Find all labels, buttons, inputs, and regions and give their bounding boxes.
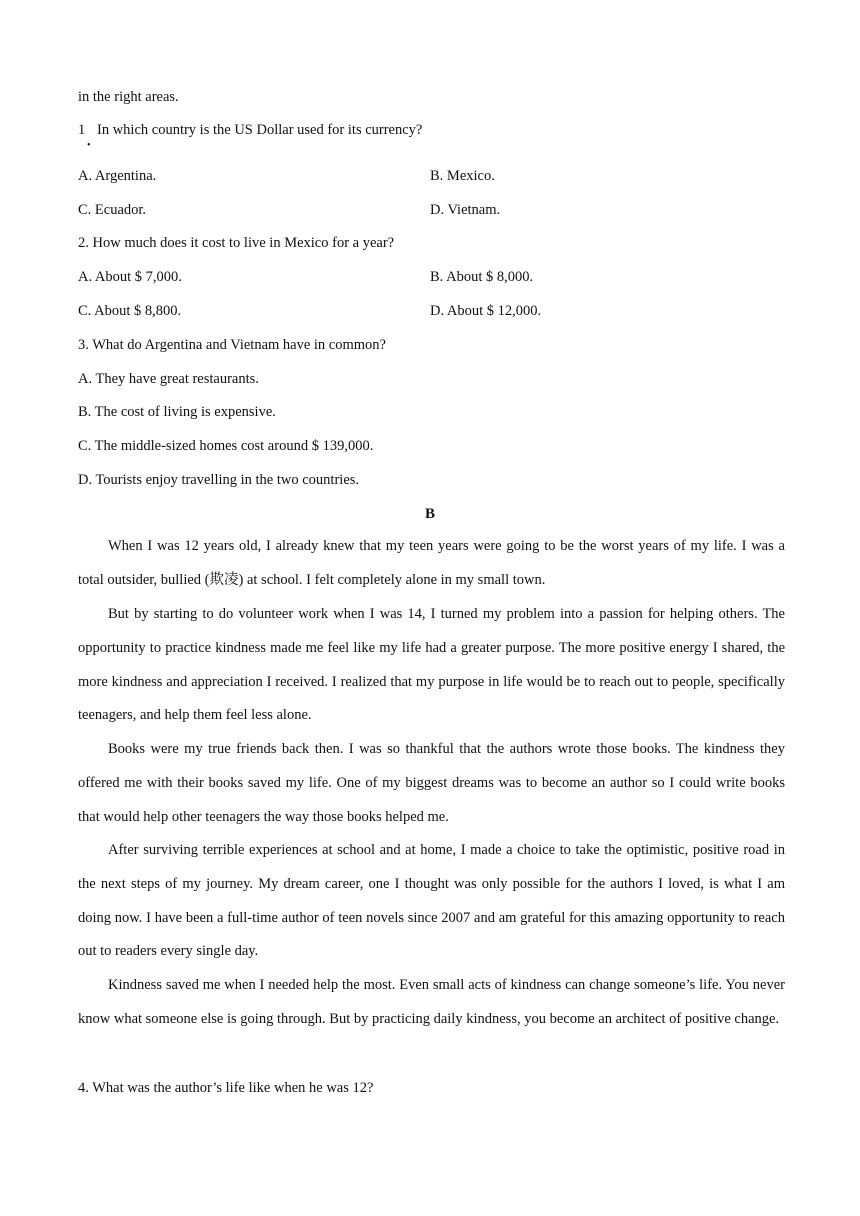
question-2-option-d: D. About $ 12,000. (430, 303, 542, 319)
question-4-text: 4. What was the author’s life like when he was 12? (78, 1080, 374, 1096)
passage-paragraph-5: Kindness saved me when I needed help the most. Even small acts of kindness can change someone’s life. You never know what someone else is going through. But by practicing daily kindness, you become an architect of positive change. (78, 977, 785, 1027)
question-3-option-d: D. Tourists enjoy travelling in the two countries. (78, 472, 360, 488)
question-2-option-c: C. About $ 8,800. (78, 303, 182, 319)
question-1-option-a: A. Argentina. (78, 168, 157, 184)
section-b-heading: B (424, 506, 435, 522)
question-1-option-d: D. Vietnam. (430, 202, 501, 218)
passage-paragraph-2: But by starting to do volunteer work when I was 14, I turned my problem into a passion for helping others. The opportunity to practice kindness made me feel like my life had a greater purpose. The more positive energy I shared, the more kindness and appreciation I received. I realized that my purpose in life would be to reach out to people, specifically teenagers, and help them feel less alone. (78, 606, 785, 724)
question-3-text: 3. What do Argentina and Vietnam have in common? (78, 337, 386, 353)
passage-paragraph-4: After surviving terrible experiences at school and at home, I made a choice to take the optimistic, positive road in the next steps of my journey. My dream career, one I thought was only possible for the authors I loved, is what I am doing now. I have been a full-time author of teen novels since 2007 and am grateful for this amazing opportunity to reach out to readers every single day. (78, 842, 785, 960)
intro-tail-text: in the right areas. (78, 89, 179, 105)
question-1-option-b: B. Mexico. (430, 168, 495, 184)
question-1-option-c: C. Ecuador. (78, 202, 147, 218)
passage-paragraph-3: Books were my true friends back then. I was so thankful that the authors wrote those books. The kindness they offered me with their books saved my life. One of my biggest dreams was to become an author so I could write books that would help other teenagers the way those books helped me. (78, 741, 785, 825)
question-2-text: 2. How much does it cost to live in Mexico for a year? (78, 235, 395, 251)
list-marker-dot: • (87, 140, 91, 151)
question-3-option-a: A. They have great restaurants. (78, 371, 259, 387)
question-2-option-a: A. About $ 7,000. (78, 269, 182, 285)
question-3-option-c: C. The middle-sized homes cost around $ 139,000. (78, 438, 374, 454)
question-2-option-b: B. About $ 8,000. (430, 269, 534, 285)
question-1-number: 1 (78, 122, 86, 138)
question-3-option-b: B. The cost of living is expensive. (78, 404, 276, 420)
question-1-text: In which country is the US Dollar used for its currency? (97, 122, 423, 138)
passage-paragraph-1: When I was 12 years old, I already knew that my teen years were going to be the worst years of my life. I was a total outsider, bullied (欺凌) at school. I felt completely alone in my small town. (78, 538, 785, 588)
